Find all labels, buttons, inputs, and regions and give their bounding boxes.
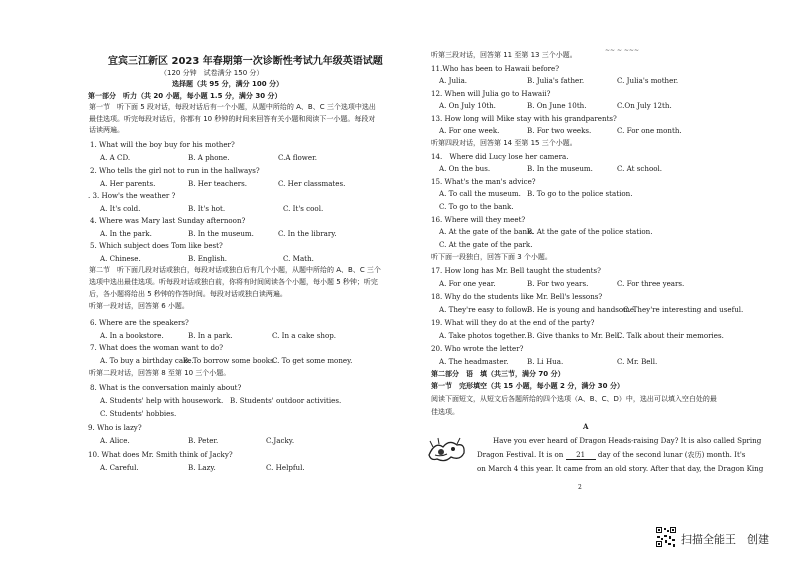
question-12: 12. When will Julia go to Hawaii?: [431, 89, 551, 98]
right-page: [397, 0, 794, 561]
page-number: 2: [578, 484, 582, 491]
q17-option-a: A. For one year.: [439, 279, 496, 288]
sec1-instr-3: 话读两遍。: [89, 126, 124, 134]
q18-option-b: B. He is young and handsome.: [527, 305, 637, 314]
q15-option-c: C. To go to the bank.: [439, 202, 514, 211]
q16-option-a: A. At the gate of the bank.: [439, 227, 534, 236]
question-6: 6. Where are the speakers?: [90, 318, 189, 327]
passage-line-2-start: Dragon Festival. It is on: [477, 450, 564, 459]
part1-heading: 第一部分 听力（共 20 小题，每小题 1.5 分，满分 30 分）: [88, 92, 282, 100]
q10-option-a: A. Careful.: [100, 463, 139, 472]
q17-option-c: C. For three years.: [617, 279, 685, 288]
q11-option-b: B. Julia's father.: [527, 76, 585, 85]
q20-option-b: B. Li Hua.: [527, 357, 564, 366]
q13-option-c: C. For one month.: [617, 126, 682, 135]
cloze-heading: 第一节 完形填空（共 15 小题，每小题 2 分，满分 30 分）: [431, 382, 624, 390]
q11-option-c: C. Julia's mother.: [617, 76, 679, 85]
scan-smudge: ~~ ~ ~~~: [605, 47, 639, 54]
q4-option-b: B. In the museum.: [188, 229, 254, 238]
q15-option-a: A. To call the museum.: [439, 189, 521, 198]
q12-option-c: C.On July 12th.: [617, 101, 672, 110]
question-16: 16. Where will they meet?: [431, 215, 526, 224]
q15-option-b: B. To go to the police station.: [527, 189, 633, 198]
q8-option-c: C. Students' hobbies.: [100, 409, 177, 418]
q14-option-b: B. In the museum.: [527, 164, 593, 173]
question-2: 2. Who tells the girl not to run in the hallways?: [90, 166, 260, 175]
q19-option-c: C. Talk about their memories.: [617, 331, 724, 340]
question-13: 13. How long will Mike stay with his grandparents?: [431, 114, 617, 123]
exam-title: 宜宾三江新区 2023 年春期第一次诊断性考试九年级英语试题: [108, 56, 383, 67]
q8-option-a: A. Students' help with housework.: [100, 396, 224, 405]
question-7: 7. What does the woman want to do?: [90, 343, 224, 352]
q5-option-c: C. Math.: [283, 254, 314, 263]
sec2-instr-2: 选项中选出最佳选项。听每段对话或独白前，你将有时间阅读各个小题，每小题 5 秒钟；听完: [89, 278, 378, 286]
q14-option-a: A. On the bus.: [439, 164, 491, 173]
q1-option-a: A. A CD.: [100, 153, 131, 162]
q5-option-a: A. Chinese.: [100, 254, 141, 263]
q1-option-c: C.A flower.: [278, 153, 317, 162]
q19-option-b: B. Give thanks to Mr. Bell.: [527, 331, 622, 340]
question-14: 14. Where did Lucy lose her camera.: [431, 152, 569, 161]
q6-option-c: C. In a cake shop.: [272, 331, 337, 340]
q3-option-b: B. It's hot.: [188, 204, 226, 213]
q12-option-b: B. On June 10th.: [527, 101, 587, 110]
question-19: 19. What will they do at the end of the party?: [431, 318, 595, 327]
q7-option-b: B. To borrow some books.: [183, 356, 276, 365]
question-17: 17. How long has Mr. Bell taught the students?: [431, 266, 601, 275]
q1-option-b: B. A phone.: [188, 153, 230, 162]
passage-line-2-end: day of the second lunar (农历) month. It's: [597, 450, 746, 459]
question-9: 9. Who is lazy?: [88, 423, 142, 432]
question-11: 11.Who has been to Hawaii before?: [431, 64, 560, 73]
passage-line-2: [477, 450, 745, 460]
q19-option-a: A. Take photos together.: [439, 331, 527, 340]
question-8: 8. What is the conversation mainly about?: [90, 383, 242, 392]
q9-option-a: A. Alice.: [100, 436, 130, 445]
question-4: 4. Where was Mary last Sunday afternoon?: [90, 216, 246, 225]
q2-option-b: B. Her teachers.: [188, 179, 248, 188]
q18-option-c: C. They're interesting and useful.: [623, 305, 744, 314]
q6-option-a: A. In a bookstore.: [100, 331, 164, 340]
listen-prompt-17: 听下面一段独白，回答下面 3 个小题。: [431, 253, 552, 261]
q5-option-b: B. English.: [188, 254, 228, 263]
q11-option-a: A. Julia.: [439, 76, 468, 85]
q10-option-c: C. Helpful.: [266, 463, 305, 472]
q13-option-a: A. For one week.: [439, 126, 500, 135]
q16-option-c: C. At the gate of the park.: [439, 240, 533, 249]
blank-21: 21: [566, 450, 596, 460]
q7-option-a: A. To buy a birthday cake.: [100, 356, 194, 365]
cloze-instr-1: 阅读下面短文，从短文后各题所给的四个选项（A、B、C、D）中，选出可以填入空白处的最: [431, 395, 717, 403]
q2-option-c: C. Her classmates.: [278, 179, 346, 188]
q20-option-c: C. Mr. Bell.: [617, 357, 658, 366]
q7-option-c: C. To get some money.: [272, 356, 353, 365]
sec1-instr-1: 第一节 听下面 5 段对话，每段对话后有一个小题，从题中所给的 A、B、C 三个选项中选出: [89, 103, 376, 111]
q12-option-a: A. On July 10th.: [439, 101, 496, 110]
q17-option-b: B. For two years.: [527, 279, 589, 288]
q10-option-b: B. Lazy.: [188, 463, 216, 472]
q20-option-a: A. The headmaster.: [439, 357, 509, 366]
question-5: 5. Which subject does Tom like best?: [90, 241, 223, 250]
cloze-instr-2: 佳选项。: [431, 408, 459, 416]
listen-prompt-6: 听第一段对话，回答第 6 小题。: [89, 302, 189, 310]
question-3: . 3. How's the weather ?: [88, 191, 176, 200]
listen-prompt-14: 听第四段对话，回答第 14 至第 15 三个小题。: [431, 139, 577, 147]
q4-option-c: C. In the library.: [278, 229, 337, 238]
q8-option-b: B. Students' outdoor activities.: [230, 396, 342, 405]
q16-option-b: B. At the gate of the police station.: [527, 227, 653, 236]
q3-option-a: A. It's cold.: [100, 204, 141, 213]
sec2-instr-1: 第二节 听下面几段对话或独白，每段对话或独白后有几个小题，从题中所给的 A、B、C 三个: [89, 266, 381, 274]
passage-line-1: Have you ever heard of Dragon Heads-raising Day? It is also called Spring: [493, 436, 762, 445]
sec2-instr-3: 后，各小题将给出 5 秒钟的作答时间。每段对话或独白读两遍。: [89, 290, 287, 298]
question-20: 20. Who wrote the letter?: [431, 344, 524, 353]
q3-option-c: C. It's cool.: [283, 204, 324, 213]
q13-option-b: B. For two weeks.: [527, 126, 592, 135]
exam-subtitle: （120 分钟 试卷满分 150 分）: [160, 69, 264, 77]
q2-option-a: A. Her parents.: [100, 179, 156, 188]
q6-option-b: B. In a park.: [188, 331, 233, 340]
question-1: 1. What will the boy buy for his mother?: [90, 140, 235, 149]
q9-option-b: B. Peter.: [188, 436, 219, 445]
passage-line-3: on March 4 this year. It came from an old story. After that day, the Dragon King: [477, 464, 764, 473]
question-10: 10. What does Mr. Smith think of Jacky?: [88, 450, 233, 459]
q4-option-a: A. In the park.: [100, 229, 152, 238]
listen-prompt-8: 听第二段对话，回答第 8 至第 10 三个小题。: [89, 369, 231, 377]
choice-section-title: 选择题（共 95 分，满分 100 分）: [172, 80, 284, 88]
q18-option-a: A. They're easy to follow.: [439, 305, 529, 314]
sec1-instr-2: 最佳选项。听完每段对话后，你都有 10 秒钟的时间来回答有关小题和阅读下一小题。每段对: [89, 115, 376, 123]
question-15: 15. What's the man's advice?: [431, 177, 536, 186]
q9-option-c: C.Jacky.: [266, 436, 295, 445]
listen-prompt-11: 听第三段对话，回答第 11 至第 13 三个小题。: [431, 51, 577, 59]
qr-code-icon: [655, 526, 677, 548]
question-18: 18. Why do the students like Mr. Bell's lessons?: [431, 292, 603, 301]
dragon-illustration: [427, 435, 467, 465]
part2-heading: 第二部分 语 填（共三节，满分 70 分）: [431, 370, 565, 378]
q14-option-c: C. At school.: [617, 164, 663, 173]
passage-label: A: [583, 422, 589, 431]
scanner-watermark: 扫描全能王 创建: [681, 533, 769, 546]
